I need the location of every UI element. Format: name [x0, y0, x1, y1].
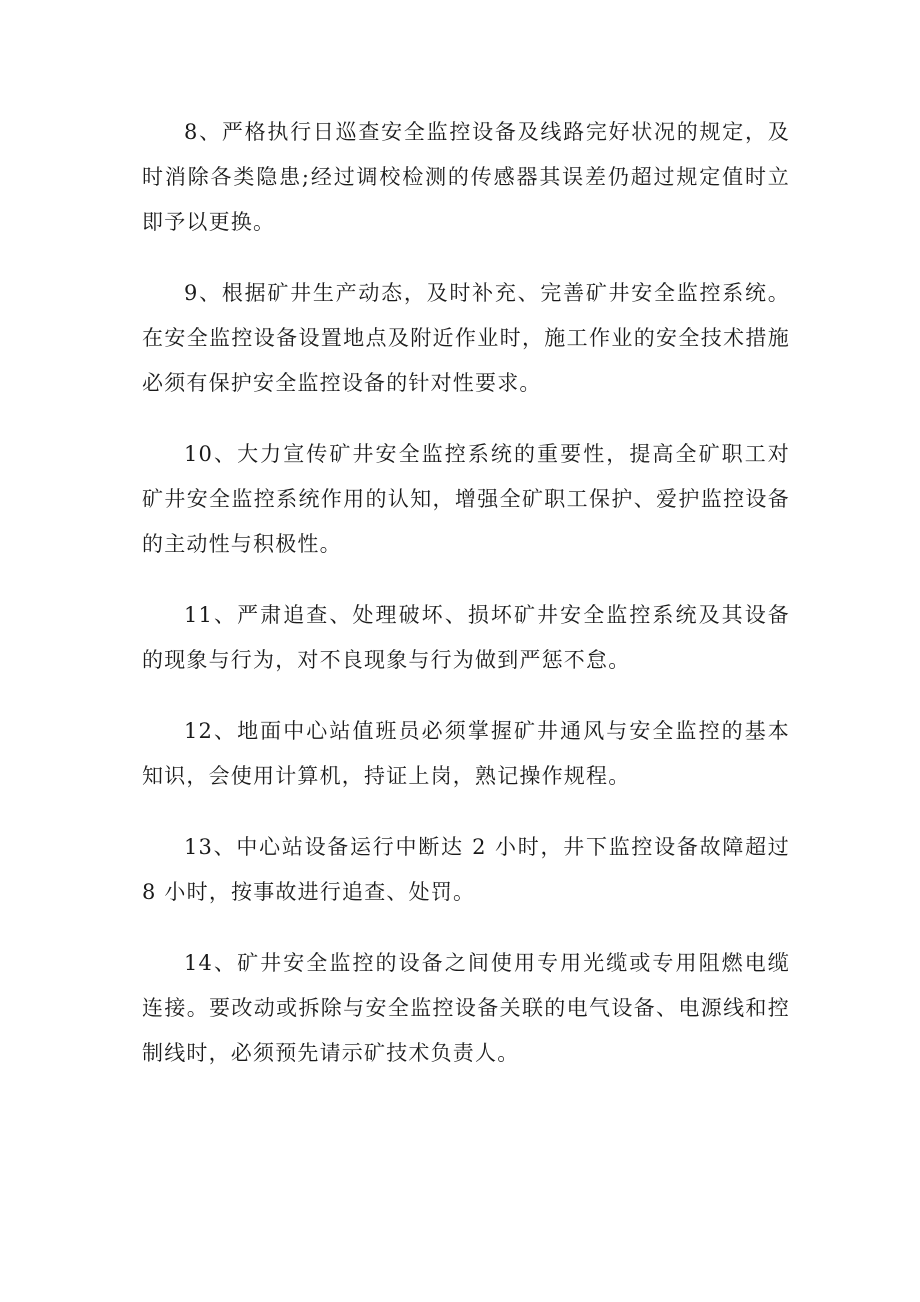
paragraph-13: 13、中心站设备运行中断达 2 小时，井下监控设备故障超过 8 小时，按事故进行追查、处罚。: [142, 835, 790, 904]
paragraph-9: 9、根据矿井生产动态，及时补充、完善矿井安全监控系统。在安全监控设备设置地点及附近作业时，施工作业的安全技术措施必须有保护安全监控设备的针对性要求。: [142, 281, 790, 395]
document-body: [142, 110, 790, 1102]
paragraph-11: 11、严肃追查、处理破坏、损坏矿井安全监控系统及其设备的现象与行为，对不良现象与行为做到严惩不怠。: [142, 603, 790, 672]
paragraph-14: 14、矿井安全监控的设备之间使用专用光缆或专用阻燃电缆连接。要改动或拆除与安全监控设备关联的电气设备、电源线和控制线时，必须预先请示矿技术负责人。: [142, 951, 790, 1065]
paragraph-8: 8、严格执行日巡查安全监控设备及线路完好状况的规定，及时消除各类隐患;经过调校检测的传感器其误差仍超过规定值时立即予以更换。: [142, 120, 790, 234]
paragraph-10: 10、大力宣传矿井安全监控系统的重要性，提高全矿职工对矿井安全监控系统作用的认知，增强全矿职工保护、爱护监控设备的主动性与积极性。: [142, 442, 790, 556]
paragraph-12: 12、地面中心站值班员必须掌握矿井通风与安全监控的基本知识，会使用计算机，持证上岗，熟记操作规程。: [142, 719, 790, 788]
